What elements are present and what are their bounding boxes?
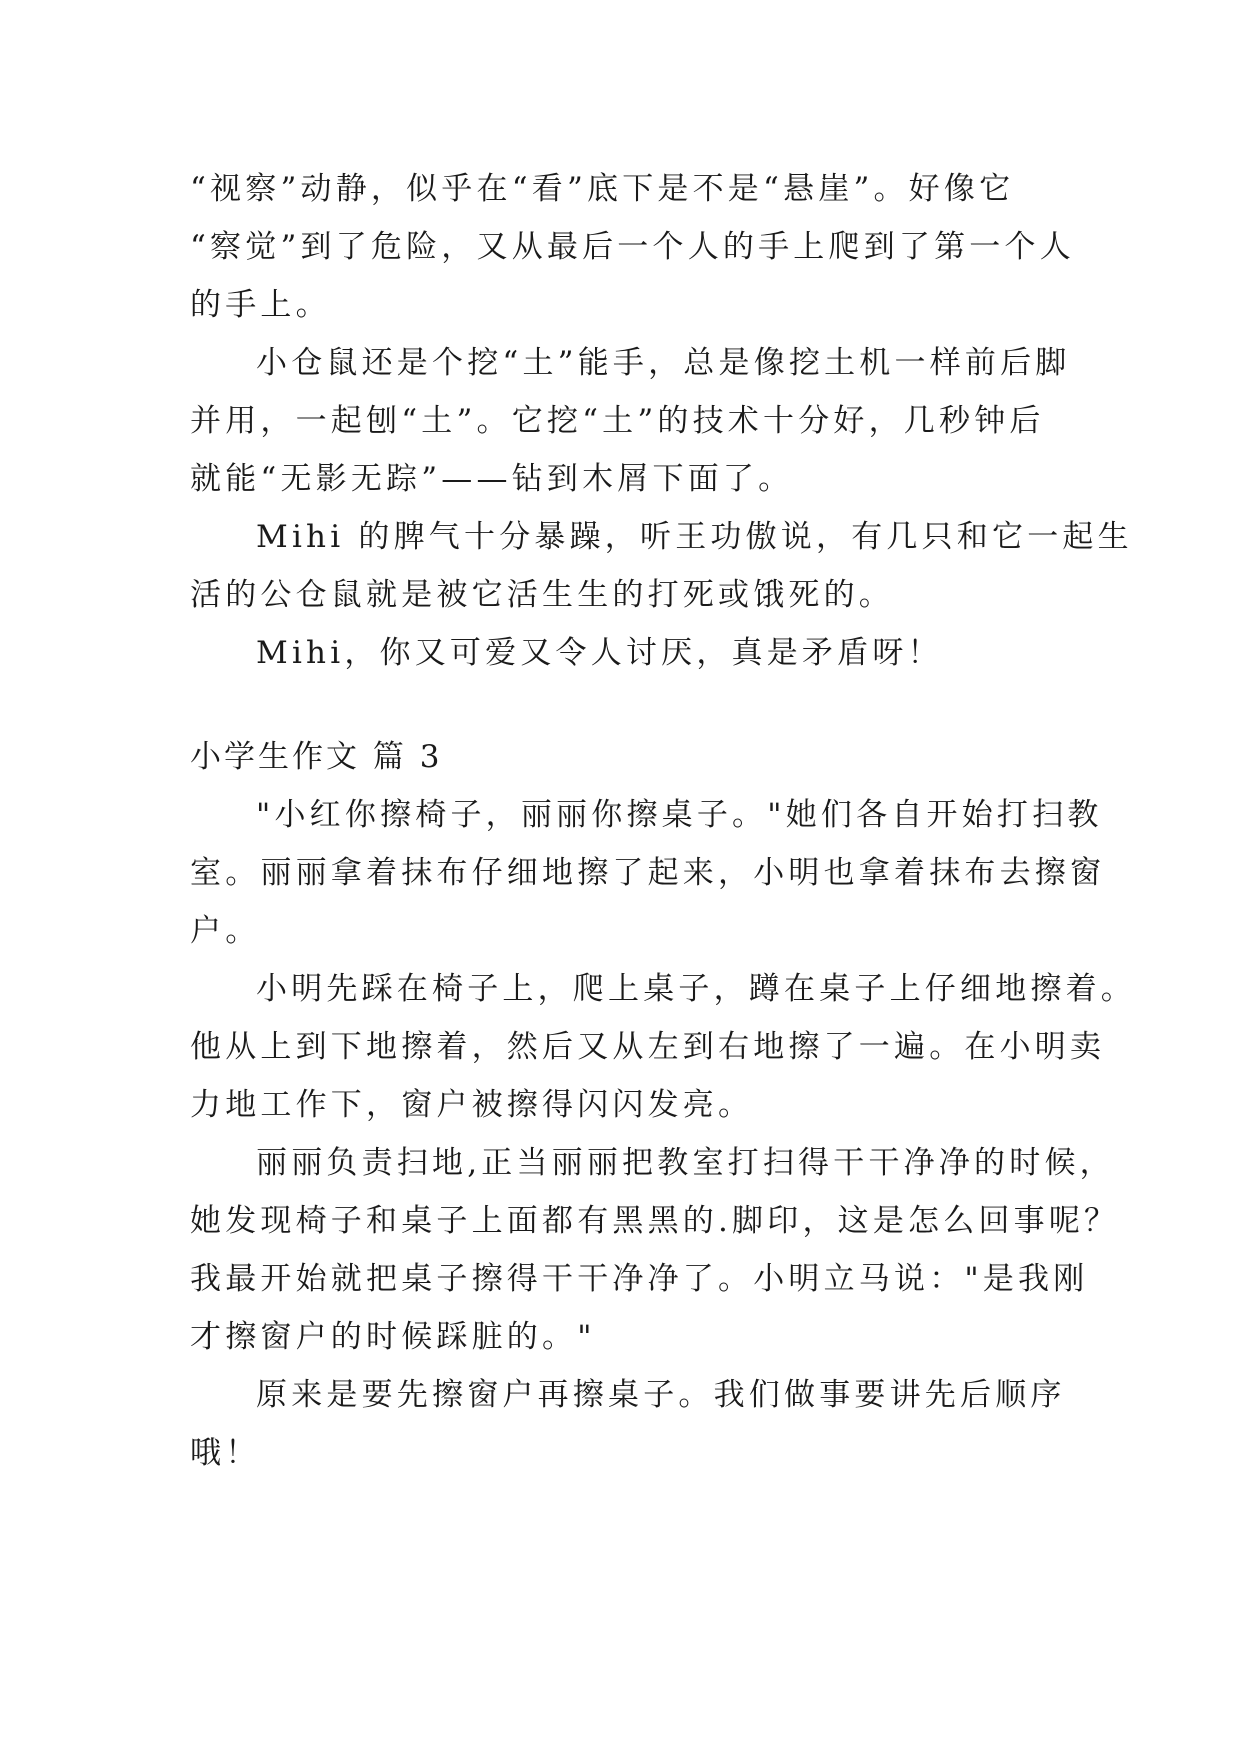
text-line: 活的公仓鼠就是被它活生生的打死或饿死的。 [190,577,894,613]
text-line: "小红你擦椅子，丽丽你擦桌子。"她们各自开始打扫教 [256,797,1103,833]
text-line: 才擦窗户的时候踩脏的。" [190,1319,596,1355]
text-line: Mihi，你又可爱又令人讨厌，真是矛盾呀！ [256,635,943,671]
text-line: 力地工作下，窗户被擦得闪闪发亮。 [190,1087,754,1123]
paragraph [190,960,1136,1134]
paragraph [190,786,1106,960]
document-page [190,160,1136,1482]
text-line: Mihi 的脾气十分暴躁，听王功傲说，有几只和它一起生 [256,519,1133,555]
text-line: 她发现椅子和桌子上面都有黑黑的.脚印，这是怎么回事呢？ [190,1203,1120,1239]
text-line: 户。 [190,913,261,949]
text-line: 就能“无影无踪”——钻到木屑下面了。 [190,461,794,497]
text-line: 并用，一起刨“土”。它挖“土”的技术十分好，几秒钟后 [190,403,1045,439]
paragraph [190,334,1071,508]
text-line: 丽丽负责扫地,正当丽丽把教室打扫得干干净净的时候， [256,1145,1115,1181]
text-line: 小明先踩在椅子上，爬上桌子，蹲在桌子上仔细地擦着。 [256,971,1136,1007]
text-line: 原来是要先擦窗户再擦桌子。我们做事要讲先后顺序 [256,1377,1066,1413]
text-line: “察觉”到了危险，又从最后一个人的手上爬到了第一个人 [190,229,1075,265]
text-line: 他从上到下地擦着，然后又从左到右地擦了一遍。在小明卖 [190,1029,1106,1065]
paragraph [190,508,1133,624]
paragraph [190,1366,1066,1482]
text-line: 我最开始就把桌子擦得干干净净了。小明立马说："是我刚 [190,1261,1089,1297]
text-line: 室。丽丽拿着抹布仔细地擦了起来，小明也拿着抹布去擦窗 [190,855,1106,891]
paragraph [190,624,1050,682]
text-line: “视察”动静，似乎在“看”底下是不是“悬崖”。好像它 [190,171,1015,207]
paragraph [190,1134,1120,1366]
text-line: 的手上。 [190,287,331,323]
text-line: 小仓鼠还是个挖“土”能手，总是像挖土机一样前后脚 [256,345,1071,381]
section-heading: 小学生作文 篇 3 [190,739,443,775]
paragraph [190,160,1075,334]
text-line: 哦！ [190,1435,261,1471]
